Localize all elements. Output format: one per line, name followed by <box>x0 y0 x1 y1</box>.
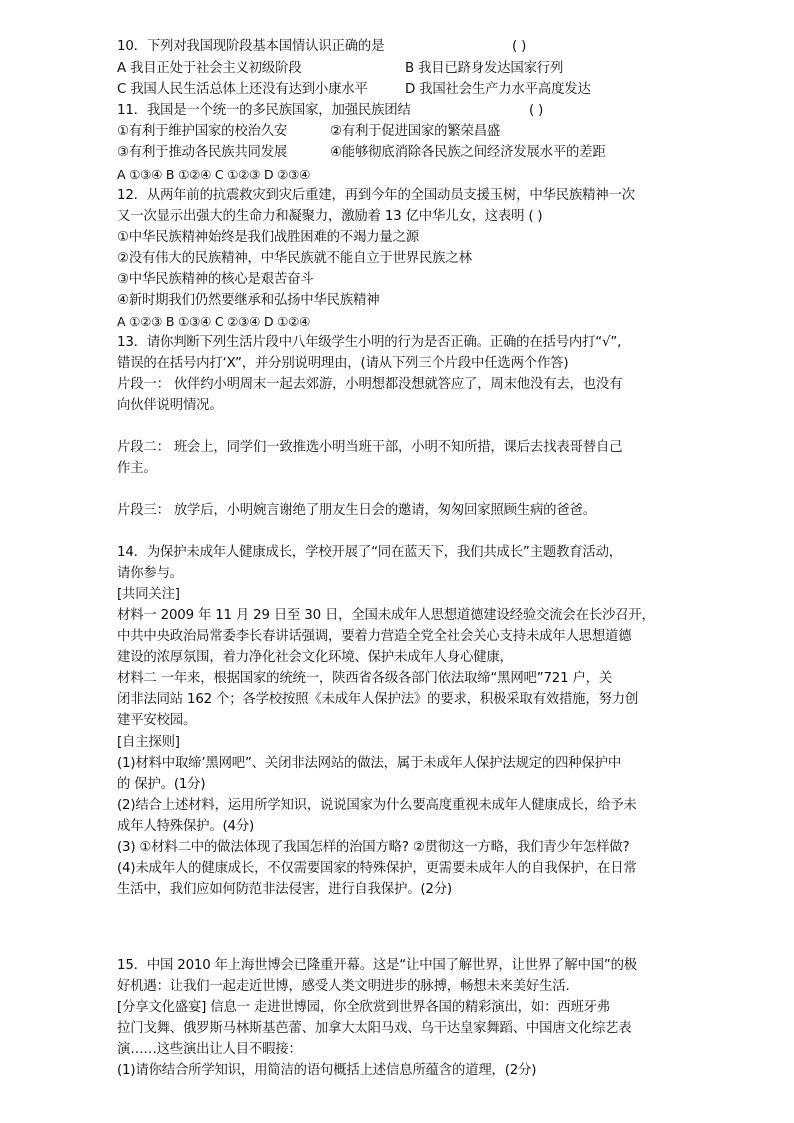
q10-stem: 10．下列对我国现阶段基本国情认识正确的是 <box>117 39 385 54</box>
q11-statement-4: ④能够彻底消除各民族之间经济发展水平的差距 <box>330 145 606 160</box>
q11-statement-1: ①有利于维护国家的校治久安 <box>117 124 288 139</box>
q11-statement-3: ③有利于推动各民族共同发展 <box>117 145 288 160</box>
q13-fragment-1-line-1: 片段一： 伙伴约小明周末一起去郊游，小明想都没想就答应了，周末他没有去，也没有 <box>117 377 623 392</box>
q12-stem-line-2: 又一次显示出强大的生命力和凝聚力，激励着 13 亿中华儿女，这表明 ( ) <box>117 209 543 224</box>
q15-info-line-2: 拉门戈舞、俄罗斯马林斯基芭蕾、加拿大太阳马戏、乌干达皇家舞蹈、中国唐文化综艺表 <box>117 1021 632 1036</box>
q14-sub-4-line-2: 生活中，我们应如何防范非法侵害，进行自我保护。(2分) <box>117 882 452 897</box>
q13-stem-line-1: 13．请你判断下列生活片段中八年级学生小明的行为是否正确。正确的在括号内打“√”, <box>117 335 622 350</box>
q13-stem-line-2: 错误的在括号内打‘X”，并分别说明理由，(请从下列三个片段中任选两个作答) <box>117 356 569 371</box>
q11-statement-2: ②有利于促进国家的繁荣昌盛 <box>330 124 501 139</box>
q11-answer-options: A ①③④ B ①②④ C ①②③ D ②③④ <box>117 167 311 182</box>
q14-sub-2-line-2: 成年人特殊保护。(4分) <box>117 819 255 834</box>
q12-statement-3: ③中华民族精神的核心是艰苦奋斗 <box>117 272 314 287</box>
q12-answer-options: A ①②③ B ①③④ C ②③④ D ①②④ <box>117 314 311 329</box>
q14-material-1-line-1: 材料一 2009 年 11 月 29 日至 30 日，全国未成年人思想道德建设经验交流会在长沙召开， <box>117 608 655 623</box>
q15-stem-line-1: 15．中国 2010 年上海世博会已隆重开幕。这是“让中国了解世界，让世界了解中国”的极 <box>117 958 637 973</box>
q12-statement-2: ②没有伟大的民族精神，中华民族就不能自立于世界民族之林 <box>117 251 472 266</box>
q12-statement-4: ④新时期我们仍然要继承和弘扬中华民族精神 <box>117 293 380 308</box>
q13-fragment-3: 片段三： 放学后，小明婉言谢绝了朋友生日会的邀请，匆匆回家照顾生病的爸爸。 <box>117 503 596 518</box>
q13-fragment-1-line-2: 向伙伴说明情况。 <box>117 398 223 413</box>
q14-section-heading-1: [共同关注] <box>117 587 180 602</box>
q14-material-2-line-3: 建平安校园。 <box>117 713 197 728</box>
q15-stem-line-2: 好机遇：让我们一起走近世博，感受人类文明进步的脉搏，畅想未来美好生活. <box>117 979 570 994</box>
q14-section-heading-2: [自主探则] <box>117 735 180 750</box>
q14-sub-1-line-2: 的 保护。(1分) <box>117 777 206 792</box>
q13-fragment-2-line-2: 作主。 <box>117 461 157 476</box>
q14-sub-1-line-1: (1)材料中取缔’黑网吧”、关闭非法网站的做法，属于未成年人保护法规定的四种保护中 <box>117 756 622 771</box>
q11-stem: 11．我国是一个统一的多民族国家，加强民族团结 <box>117 103 411 118</box>
q14-stem-line-1: 14．为保护未成年人健康成长，学校开展了“同在蓝天下，我们共成长”主题教育活动， <box>117 545 622 560</box>
q14-sub-3: (3) ①材料二中的做法体现了我国怎样的治国方略? ②贯彻这一方略，我们青少年怎样做? <box>117 840 630 855</box>
q14-material-1-line-3: 建设的浓厚氛围，着力净化社会文化环境、保护未成年人身心健康， <box>117 650 513 665</box>
q14-material-1-line-2: 中共中央政治局常委李长春讲话强调，要着力营造全党全社会关心支持未成年人思想道德 <box>117 629 632 644</box>
q14-material-2-line-1: 材料二 一年来，根据国家的统统一，陕西省各级各部门依法取缔“黑网吧”721 户，关 <box>117 671 613 686</box>
q10-option-a: A 我目正处于社会主义初级阶段 <box>117 61 302 76</box>
q14-stem-line-2: 请你参与。 <box>117 566 183 581</box>
q12-statement-1: ①中华民族精神始终是我们战胜困难的不竭力量之源 <box>117 230 419 245</box>
q15-info-line-1: [分享文化盛宴] 信息一 走进世博园，你全欣赏到世界各国的精彩演出，如：西班牙弗 <box>117 1000 611 1015</box>
q10-option-c: C 我国人民生活总体上还没有达到小康水平 <box>117 82 368 97</box>
q13-fragment-2-line-1: 片段二： 班会上，同学们一致推选小明当班干部，小明不知所措，课后去找表哥替自己 <box>117 440 623 455</box>
q15-sub-1: (1)请你结合所学知识，用简洁的语句概括上述信息所蕴含的道理，(2分) <box>117 1063 537 1078</box>
q14-sub-2-line-1: (2)结合上述材料，运用所学知识，说说国家为什么要高度重视未成年人健康成长，给予未 <box>117 798 637 813</box>
q15-info-line-3: 演……这些演出让人目不暇接： <box>117 1042 302 1057</box>
q10-answer-blank: ( ) <box>512 39 527 54</box>
q10-option-b: B 我目已跻身发达国家行列 <box>405 61 564 76</box>
q10-option-d: D 我国社会生产力水平高度发达 <box>405 82 591 97</box>
q14-material-2-line-2: 闭非法同站 162 个；各学校按照《未成年人保护法》的要求，积极采取有效措施，努力创 <box>117 692 639 707</box>
q11-answer-blank: ( ) <box>529 103 544 118</box>
q14-sub-4-line-1: (4)未成年人的健康成长，不仅需要国家的特殊保护，更需要未成年人的自我保护，在日常 <box>117 861 637 876</box>
q12-stem-line-1: 12．从两年前的抗震救灾到灾后重建，再到今年的全国动员支援玉树，中华民族精神一次 <box>117 188 635 203</box>
